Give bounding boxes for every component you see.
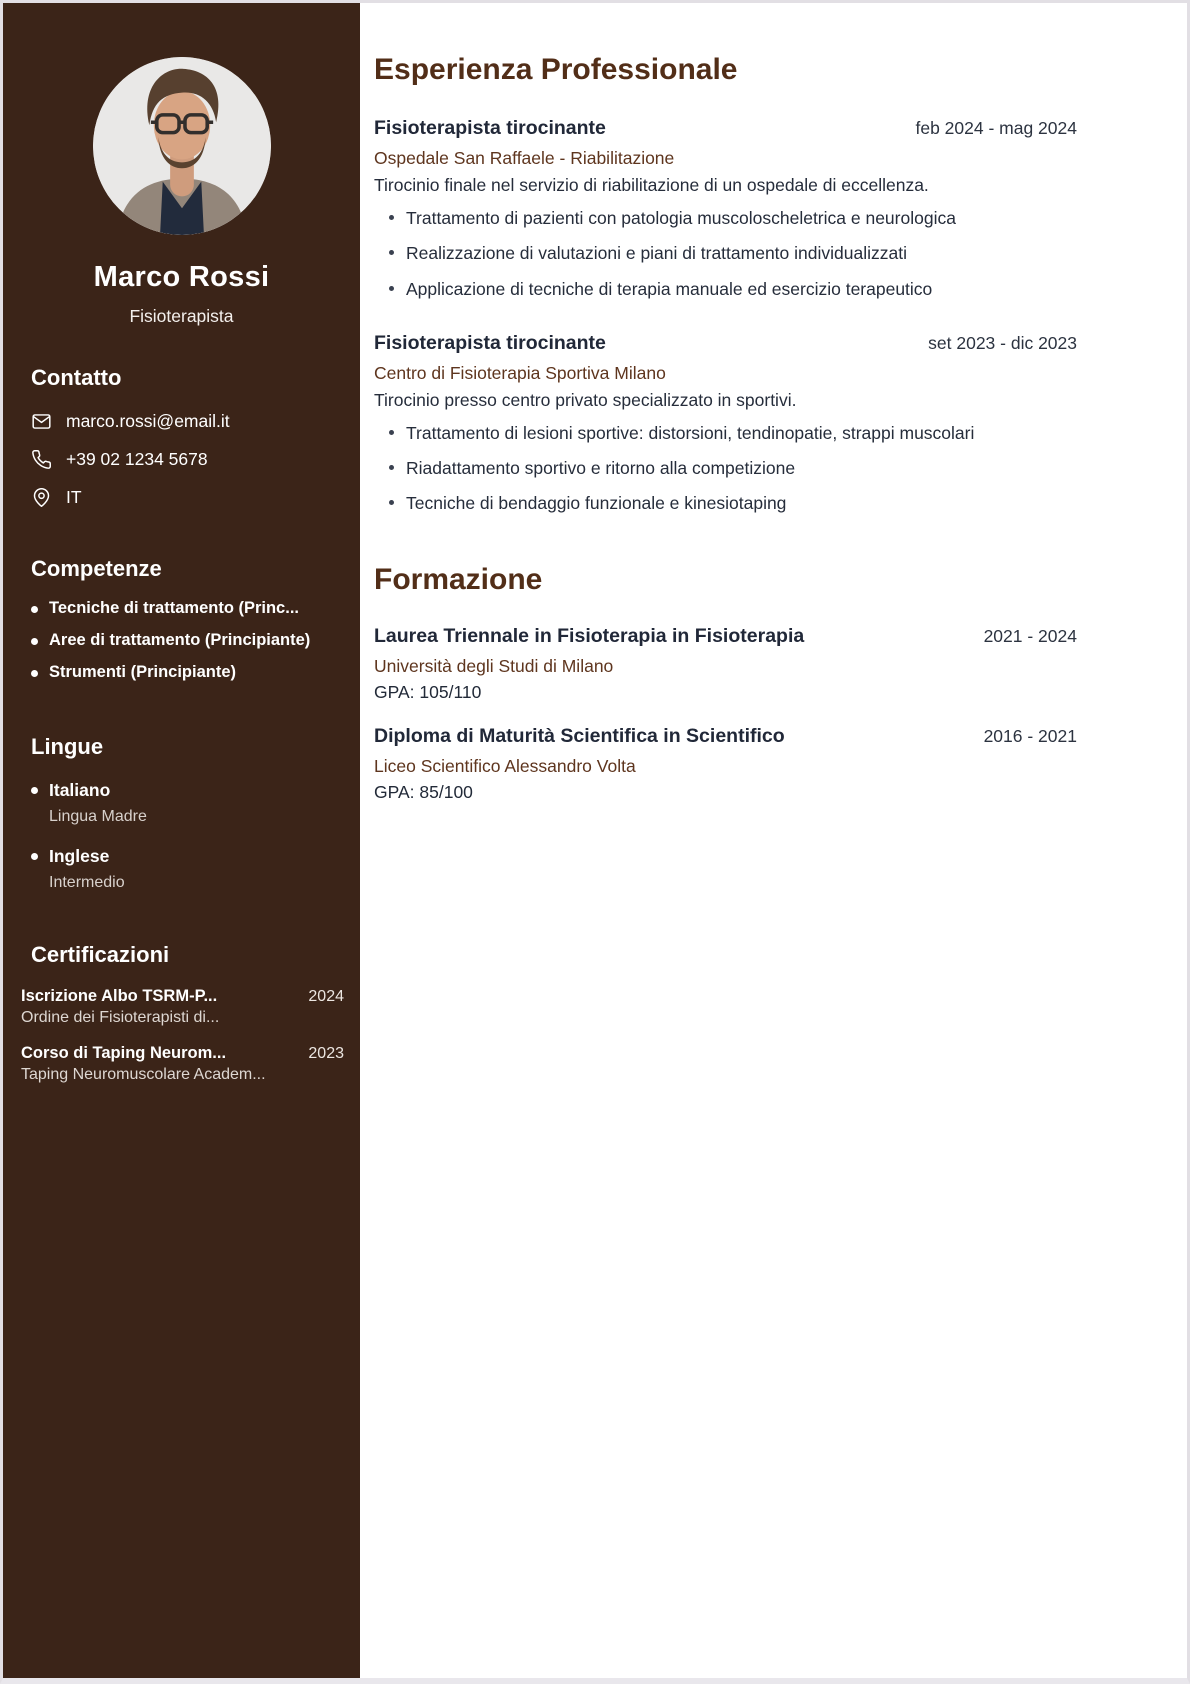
certification-item	[21, 987, 344, 1027]
education-entry	[374, 725, 1077, 803]
skills-heading: Competenze	[31, 556, 162, 581]
skill-item: Aree di trattamento (Principiante)	[31, 631, 332, 650]
languages-heading: Lingue	[31, 734, 104, 759]
mail-icon	[31, 411, 52, 432]
contact-row-location	[31, 487, 332, 508]
job-bullet: Applicazione di tecniche di terapia manuale ed esercizio terapeutico	[374, 276, 1036, 302]
education-dates: 2016 - 2021	[983, 725, 1077, 746]
certification-issuer: Ordine dei Fisioterapisti di...	[21, 1009, 220, 1026]
certification-year: 2023	[308, 1045, 344, 1062]
skills-list	[31, 599, 332, 682]
skill-item: Strumenti (Principiante)	[31, 663, 332, 682]
job-company: Centro di Fisioterapia Sportiva Milano	[374, 362, 666, 383]
main-content	[360, 3, 1187, 1678]
school-name: Liceo Scientifico Alessandro Volta	[374, 755, 636, 776]
language-item	[31, 780, 332, 826]
education-section-heading: Formazione	[374, 562, 543, 596]
gpa-value: GPA: 105/110	[374, 681, 482, 702]
language-item	[31, 846, 332, 892]
location-icon	[31, 487, 52, 508]
job-dates: set 2023 - dic 2023	[928, 332, 1077, 353]
job-bullet: Realizzazione di valutazioni e piani di trattamento individualizzati	[374, 240, 1036, 266]
person-role: Fisioterapista	[129, 306, 234, 326]
education-dates: 2021 - 2024	[983, 625, 1077, 646]
contact-email-value: marco.rossi@email.it	[66, 411, 230, 431]
contact-row-phone	[31, 449, 332, 470]
job-title: Fisioterapista tirocinante	[374, 331, 606, 354]
education-entry	[374, 625, 1077, 703]
skill-item: Tecniche di trattamento (Princ...	[31, 599, 332, 618]
contact-phone-value: +39 02 1234 5678	[66, 449, 208, 469]
language-level: Intermedio	[49, 874, 125, 891]
language-name: Italiano	[31, 780, 332, 801]
language-level: Lingua Madre	[49, 808, 147, 825]
contact-list	[31, 411, 332, 508]
contact-location-value: IT	[66, 487, 82, 507]
degree-title: Laurea Triennale in Fisioterapia in Fisioterapia	[374, 624, 805, 647]
job-company: Ospedale San Raffaele - Riabilitazione	[374, 148, 675, 168]
job-bullet: Riadattamento sportivo e ritorno alla competizione	[374, 455, 1036, 481]
school-name: Università degli Studi di Milano	[374, 655, 614, 676]
sidebar	[3, 3, 360, 1678]
avatar	[93, 57, 271, 235]
job-summary: Tirocinio presso centro privato specializzato in sportivi.	[374, 389, 797, 410]
experience-section-heading: Esperienza Professionale	[374, 53, 738, 86]
certifications-heading: Certificazioni	[31, 942, 170, 967]
experience-entry	[374, 332, 1077, 517]
phone-icon	[31, 449, 52, 470]
job-summary: Tirocinio finale nel servizio di riabilitazione di un ospedale di eccellenza.	[374, 175, 929, 195]
job-bullet-list	[374, 205, 1077, 302]
person-name: Marco Rossi	[93, 261, 270, 293]
degree-title: Diploma di Maturità Scientifica in Scientifico	[374, 724, 785, 747]
languages-list	[31, 780, 332, 892]
gpa-value: GPA: 85/100	[374, 781, 473, 802]
certification-title: Iscrizione Albo TSRM-P...	[21, 987, 218, 1005]
contact-heading: Contatto	[31, 365, 122, 390]
certification-title: Corso di Taping Neurom...	[21, 1044, 227, 1062]
job-dates: feb 2024 - mag 2024	[915, 118, 1077, 138]
contact-row-email	[31, 411, 332, 432]
certification-item	[21, 1044, 344, 1084]
language-name: Inglese	[31, 846, 332, 867]
job-bullet: Trattamento di pazienti con patologia muscoloscheletrica e neurologica	[374, 205, 1036, 231]
certification-issuer: Taping Neuromuscolare Academ...	[21, 1066, 266, 1083]
job-title: Fisioterapista tirocinante	[374, 117, 606, 139]
job-bullet: Tecniche di bendaggio funzionale e kinesiotaping	[374, 490, 1036, 516]
experience-entry	[374, 117, 1077, 302]
avatar-portrait-illustration	[93, 57, 271, 235]
job-bullet-list	[374, 420, 1077, 517]
certification-year: 2024	[308, 988, 344, 1005]
job-bullet: Trattamento di lesioni sportive: distorsioni, tendinopatie, strappi muscolari	[374, 420, 1004, 446]
certifications-list	[3, 987, 360, 1084]
